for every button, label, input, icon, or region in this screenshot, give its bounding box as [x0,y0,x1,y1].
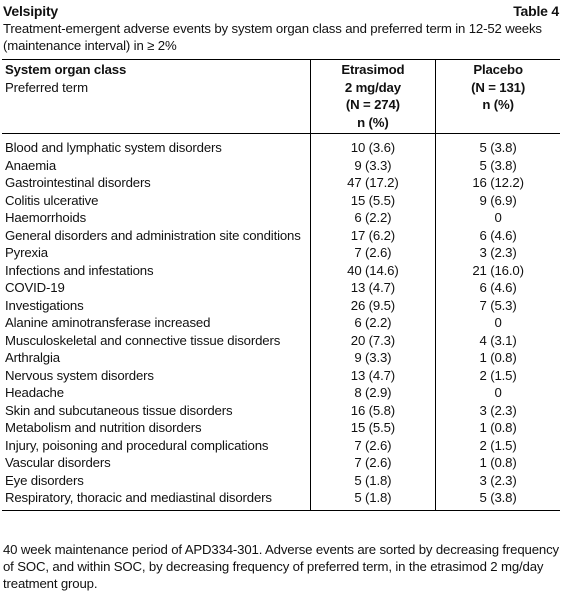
etrasimod-value-cell: 13 (4.7) [310,279,436,297]
placebo-value-cell: 3 (2.3) [479,245,517,260]
etrasimod-value-cell: 5 (1.8) [310,472,436,490]
etrasimod-value-cell: 6 (2.2) [310,209,436,227]
etrasimod-value-cell: 20 (7.3) [310,332,436,350]
system-organ-class-cell: Nervous system disorders [2,367,310,385]
table-row [2,437,560,455]
column-header-etrasimod-dose: 2 mg/day [344,79,401,95]
placebo-value-cell: 21 (16.0) [472,262,524,278]
etrasimod-value-cell: 17 (6.2) [310,227,436,245]
placebo-value-cell: 5 (3.8) [436,489,560,510]
system-organ-class-cell: Gastrointestinal disorders [2,174,310,192]
table-row [2,174,560,192]
table-row [2,279,560,297]
table-row [2,349,560,367]
placebo-value-cell: 3 (2.3) [479,472,517,488]
table-footnote: 40 week maintenance period of APD334-301. Adverse events are sorted by decreasing frequency of SOC, and within SOC, by decreasing frequency of preferred term, in the etrasimod 2 mg/day treatment group. [3,542,559,591]
placebo-value-cell: 4 (3.1) [479,332,517,348]
etrasimod-value-cell: 40 (14.6) [310,262,436,280]
column-header-etrasimod-n: (N = 274) [345,97,400,112]
table-row [2,402,560,420]
table-row [2,297,560,315]
etrasimod-value-cell: 6 (2.2) [310,314,436,332]
preferred-term-cell: Headache [2,384,310,402]
table-row [2,244,560,262]
placebo-value-cell: 0 [494,210,502,225]
etrasimod-value-cell: 9 (3.3) [310,157,436,175]
placebo-value-cell: 0 [494,385,502,400]
placebo-value-cell: 7 (5.3) [479,297,517,313]
table-row [2,472,560,490]
placebo-value-cell: 2 (1.5) [479,437,517,453]
etrasimod-value-cell: 8 (2.9) [310,384,436,402]
placebo-value-cell: 5 (3.8) [479,140,517,155]
table-number: Table 4 [513,3,559,19]
etrasimod-value-cell: 5 (1.8) [310,489,436,510]
column-header-soc [2,60,310,134]
placebo-value-cell: 3 (2.3) [479,402,517,418]
table-row [2,332,560,350]
placebo-value-cell: 6 (4.6) [479,227,517,243]
table-row [2,367,560,385]
column-header-placebo [436,60,560,134]
etrasimod-value-cell: 47 (17.2) [310,174,436,192]
table-body [2,134,560,511]
placebo-value-cell: 6 (4.6) [479,280,517,295]
table-row [2,489,560,510]
table-row [2,262,560,280]
etrasimod-value-cell: 7 (2.6) [310,454,436,472]
placebo-value-cell: 0 [494,315,502,330]
column-header-etrasimod-name: Etrasimod [341,62,405,77]
placebo-value-cell: 1 (0.8) [479,350,517,365]
table-header-row [2,60,560,134]
etrasimod-value-cell: 7 (2.6) [310,437,436,455]
etrasimod-value-cell: 9 (3.3) [310,349,436,367]
preferred-term-cell: Alanine aminotransferase increased [2,314,310,332]
system-organ-class-cell: Musculoskeletal and connective tissue disorders [2,332,310,350]
placebo-value-cell: 1 (0.8) [479,455,517,470]
etrasimod-value-cell: 10 (3.6) [310,134,436,157]
system-organ-class-cell: Blood and lymphatic system disorders [2,134,310,157]
system-organ-class-cell: Vascular disorders [2,454,310,472]
table-row [2,227,560,245]
system-organ-class-cell: Infections and infestations [2,262,310,280]
system-organ-class-cell: General disorders and administration site conditions [2,227,310,245]
preferred-term-cell: Anaemia [2,157,310,175]
system-organ-class-cell: Investigations [2,297,310,315]
table-row [2,134,560,157]
adverse-events-table [2,59,560,511]
table-row [2,209,560,227]
table-row [2,157,560,175]
table-row [2,314,560,332]
table-row [2,384,560,402]
system-organ-class-cell: Respiratory, thoracic and mediastinal disorders [2,489,310,510]
preferred-term-cell: Pyrexia [2,244,310,262]
table-row [2,192,560,210]
placebo-value-cell: 2 (1.5) [479,367,517,383]
placebo-value-cell: 16 (12.2) [472,175,524,190]
table-row [2,454,560,472]
system-organ-class-cell: Metabolism and nutrition disorders [2,419,310,437]
etrasimod-value-cell: 15 (5.5) [310,419,436,437]
product-name: Velsipity [3,3,59,19]
preferred-term-cell: Colitis ulcerative [2,192,310,210]
system-organ-class-cell: Skin and subcutaneous tissue disorders [2,402,310,420]
table-caption: Treatment-emergent adverse events by system organ class and preferred term in 12-52 weeks (maintenance interval) in ≥ 2% [3,21,542,53]
column-header-placebo-name: Placebo [473,62,523,77]
etrasimod-value-cell: 15 (5.5) [310,192,436,210]
system-organ-class-cell: Eye disorders [2,472,310,490]
placebo-value-cell: 1 (0.8) [479,420,517,435]
etrasimod-value-cell: 13 (4.7) [310,367,436,385]
column-header-etrasimod-unit: n (%) [357,114,389,130]
etrasimod-value-cell: 26 (9.5) [310,297,436,315]
preferred-term-cell: Arthralgia [2,349,310,367]
preferred-term-cell: COVID-19 [2,279,310,297]
column-header-soc-title: System organ class [5,62,127,77]
table-row [2,419,560,437]
etrasimod-value-cell: 16 (5.8) [310,402,436,420]
column-header-etrasimod [310,60,436,134]
placebo-value-cell: 9 (6.9) [479,192,517,208]
table-header [3,3,559,21]
column-header-placebo-n: (N = 131) [471,79,526,95]
column-header-placebo-unit: n (%) [482,97,514,112]
preferred-term-cell: Haemorrhoids [2,209,310,227]
etrasimod-value-cell: 7 (2.6) [310,244,436,262]
column-header-preferred-term: Preferred term [5,79,88,95]
system-organ-class-cell: Injury, poisoning and procedural complications [2,437,310,455]
placebo-value-cell: 5 (3.8) [479,157,517,173]
